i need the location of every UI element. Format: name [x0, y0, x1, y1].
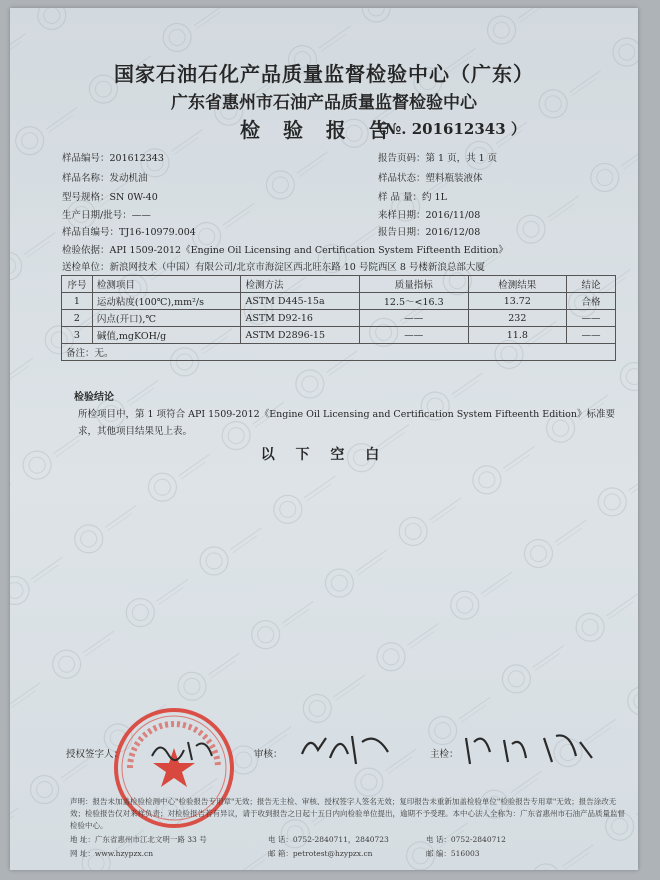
- production-date: 生产日期/批号：——: [62, 210, 151, 221]
- report-date: 报告日期：2016/12/08: [378, 227, 481, 238]
- table-cell: 12.5～<16.3: [359, 293, 468, 310]
- conclusion-text: 所检项目中，第 1 项符合 API 1509-2012《Engine Oil Licensing and Certification System Fifteenth Edition》标准要求，其他项目结果见上表。: [78, 409, 616, 437]
- center-title: 国家石油石化产品质量监督检验中心（广东）: [114, 62, 534, 86]
- remark-cell: 备注：无。: [62, 344, 616, 361]
- report-number: （№. 201612343 ）: [370, 120, 526, 138]
- table-row: [62, 310, 616, 327]
- table-cell: ——: [359, 310, 468, 327]
- table-cell: ASTM D445-15a: [241, 293, 360, 310]
- authorized-signature: [148, 736, 218, 766]
- disclaimer-notes: 声明：报告未加盖检验检测中心"检验报告专用章"无效；报告无主检、审核、授权签字人签名无效；复印报告未重新加盖检验单位"检验报告专用章"无效；报告涂改无效；检验报告仅对来样负责；对检验报告若有异议，请于收到报告之日起十五日内向检验单位提出，逾期不予受理。本中心法人全称为：广东省惠州市石油产品质量监督检验中心。: [70, 797, 625, 830]
- sample-quantity: 样 品 量：约 1L: [378, 192, 447, 203]
- table-cell: 2: [62, 310, 93, 327]
- col-header: 结论: [567, 276, 616, 293]
- sample-self-number: 样品自编号：TJ16-10979.004: [62, 227, 196, 238]
- inspector-signature: [460, 728, 600, 772]
- received-date: 来样日期：2016/11/08: [378, 210, 481, 221]
- test-basis: 检验依据：API 1509-2012《Engine Oil Licensing and Certification System Fifteenth Edition》: [62, 245, 508, 256]
- remark-row: [62, 344, 616, 361]
- table-cell: 碱值,mgKOH/g: [92, 327, 241, 344]
- results-table: [61, 275, 616, 361]
- model-spec: 型号规格：SN 0W-40: [62, 192, 158, 203]
- table-cell: 1: [62, 293, 93, 310]
- sample-number: 样品编号：201612343: [62, 153, 164, 164]
- table-row: [62, 293, 616, 310]
- blank-below-marker: 以 下 空 白: [260, 447, 388, 463]
- table-cell: ASTM D2896-15: [241, 327, 360, 344]
- table-header-row: [62, 276, 616, 293]
- page-info: 报告页码：第 1 页，共 1 页: [378, 153, 498, 164]
- table-cell: 13.72: [468, 293, 567, 310]
- col-header: 质量指标: [359, 276, 468, 293]
- table-cell: 闪点(开口),℃: [92, 310, 241, 327]
- conclusion-heading: 检验结论: [74, 392, 114, 403]
- table-cell: 运动粘度(100℃),mm²/s: [92, 293, 241, 310]
- footer-phone: 电 话：0752-2840711，2840723: [268, 835, 389, 844]
- col-header: 序号: [62, 276, 93, 293]
- inspector-label: 主检：: [430, 749, 459, 760]
- client-unit: 送检单位：新浪网技术（中国）有限公司/北京市海淀区西北旺东路 10 号院西区 8 号楼新浪总部大厦: [62, 262, 485, 273]
- table-row: [62, 327, 616, 344]
- report-title: 检 验 报 告: [240, 118, 397, 142]
- table-cell: 11.8: [468, 327, 567, 344]
- footer-phone-2: 电 话：0752-2840712: [426, 835, 506, 844]
- footer-postcode: 邮 编：516003: [426, 849, 480, 858]
- table-cell: ——: [359, 327, 468, 344]
- col-header: 检测项目: [92, 276, 241, 293]
- footer-email: 邮 箱：petrotest@hzypzx.cn: [268, 849, 373, 858]
- authorized-signer-label: 授权签字人：: [66, 749, 124, 760]
- table-cell: 232: [468, 310, 567, 327]
- footer-address: 地 址：广东省惠州市江北文明一路 33 号: [70, 835, 207, 844]
- table-cell: ——: [567, 310, 616, 327]
- reviewer-signature: [296, 728, 396, 772]
- table-cell: 合格: [567, 293, 616, 310]
- col-header: 检测结果: [468, 276, 567, 293]
- table-cell: ——: [567, 327, 616, 344]
- center-subtitle: 广东省惠州市石油产品质量监督检验中心: [171, 93, 477, 113]
- reviewer-label: 审核：: [254, 749, 283, 760]
- sample-state: 样品状态：塑料瓶装液体: [378, 173, 483, 184]
- table-cell: 3: [62, 327, 93, 344]
- table-cell: ASTM D92-16: [241, 310, 360, 327]
- footer-website: 网 址：www.hzypzx.cn: [70, 849, 154, 858]
- sample-name: 样品名称：发动机油: [62, 173, 148, 184]
- report-page: [10, 8, 638, 870]
- col-header: 检测方法: [241, 276, 360, 293]
